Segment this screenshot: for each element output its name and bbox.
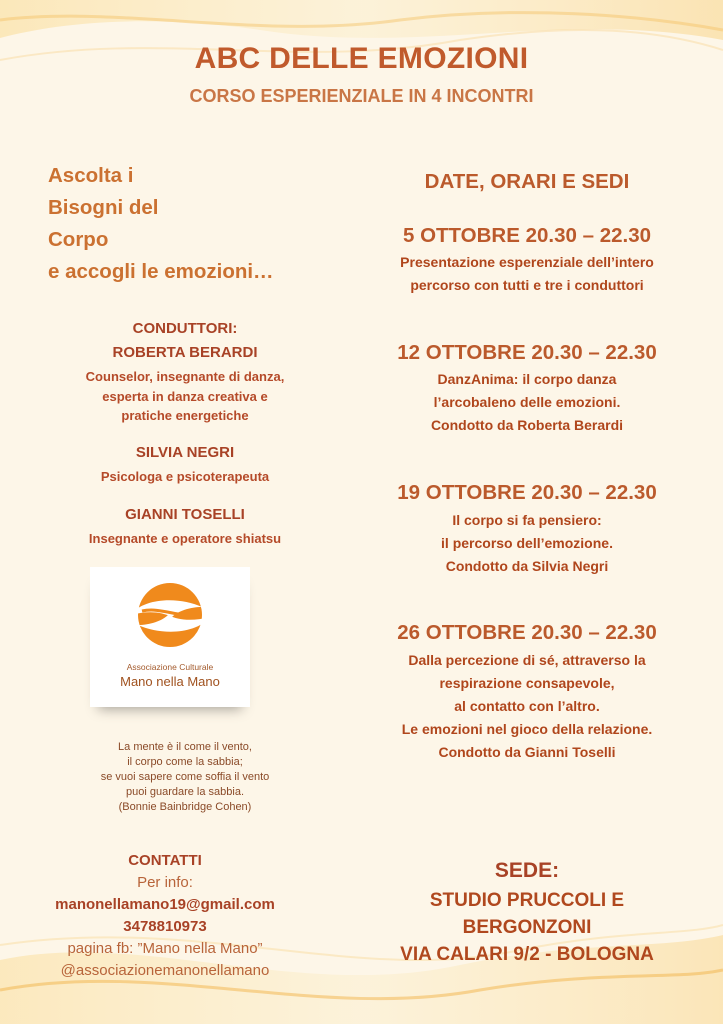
logo-association-label: Associazione Culturale [126, 662, 214, 672]
session-desc-line: Condotto da Roberta Berardi [430, 417, 624, 433]
conductor-name: SILVIA NEGRI [135, 444, 235, 461]
conductor-desc-line: Insegnante e operatore shiatsu [88, 531, 282, 546]
conductor-desc-line: Counselor, insegnante di danza, [85, 369, 285, 384]
association-logo [90, 567, 250, 707]
conductor-description [40, 529, 330, 549]
session-desc-line: il percorso dell’emozione. [441, 535, 613, 551]
conductors-heading: CONDUTTORI: [132, 320, 238, 337]
quote-line: se vuoi sapere come soffia il vento [100, 771, 270, 783]
session-desc-line: Dalla percezione di sé, attraverso la [408, 652, 646, 668]
venue-line: BERGONZONI [462, 917, 592, 938]
contacts-block [30, 850, 300, 982]
session-desc-line: Le emozioni nel gioco della relazione. [401, 721, 653, 737]
quote-author: (Bonnie Bainbridge Cohen) [118, 801, 252, 813]
session-date: 12 OTTOBRE 20.30 – 22.30 [397, 341, 657, 364]
session-desc-line: respirazione consapevole, [439, 675, 615, 691]
logo-name: Mano nella Mano [120, 674, 220, 689]
contact-email-link[interactable]: manonellamano19@gmail.com [55, 896, 275, 913]
session-desc-line: percorso con tutti e tre i conduttori [410, 277, 644, 293]
conductor-name: ROBERTA BERARDI [112, 344, 258, 361]
venue-address: VIA CALARI 9/2 - BOLOGNA [400, 944, 654, 965]
page-title: ABC DELLE EMOZIONI [194, 42, 529, 75]
session-desc-line: Condotto da Gianni Toselli [438, 744, 616, 760]
intro-line: e accogli le emozioni… [48, 260, 274, 283]
quote-line: puoi guardare la sabbia. [125, 786, 245, 798]
conductor-name: GIANNI TOSELLI [125, 506, 245, 523]
page-subtitle: CORSO ESPERIENZIALE IN 4 INCONTRI [189, 86, 534, 106]
intro-line: Ascolta i [48, 164, 134, 187]
session-desc-line: Presentazione esperenziale dell’intero [400, 254, 654, 270]
intro-line: Bisogni del [48, 196, 159, 219]
contact-facebook-page[interactable]: pagina fb: ”Mano nella Mano” [67, 940, 263, 957]
session-desc-line: al contatto con l’altro. [454, 698, 600, 714]
contacts-heading: CONTATTI [128, 852, 202, 869]
intro-text [48, 160, 274, 288]
session-description [362, 368, 692, 437]
quote [60, 740, 310, 815]
venue-heading: SEDE: [494, 859, 560, 882]
schedule-heading: DATE, ORARI E SEDI [424, 170, 630, 193]
venue-line: STUDIO PRUCCOLI E [429, 890, 625, 911]
session-desc-line: DanzAnima: il corpo danza [437, 371, 617, 387]
conductor-desc-line: pratiche energetiche [121, 408, 249, 423]
contact-phone[interactable]: 3478810973 [123, 918, 207, 935]
intro-line: Corpo [48, 228, 109, 251]
session-description [362, 509, 692, 578]
session-description [362, 251, 692, 297]
contacts-info-label: Per info: [137, 874, 193, 891]
quote-line: La mente è il come il vento, [118, 741, 252, 753]
quote-line: il corpo come la sabbia; [127, 756, 243, 768]
session-date: 19 OTTOBRE 20.30 – 22.30 [397, 481, 657, 504]
hands-logo-icon [90, 567, 250, 662]
session-date: 26 OTTOBRE 20.30 – 22.30 [397, 621, 657, 644]
conductor-desc-line: Psicologa e psicoterapeuta [100, 469, 270, 484]
session-desc-line: Condotto da Silvia Negri [445, 558, 609, 574]
session-description [362, 649, 692, 764]
contact-handle[interactable]: @associazionemanonellamano [60, 962, 270, 979]
conductor-description [40, 367, 330, 426]
session-desc-line: Il corpo si fa pensiero: [452, 512, 602, 528]
conductor-desc-line: esperta in danza creativa e [102, 388, 268, 404]
venue-block [362, 855, 692, 968]
session-desc-line: l’arcobaleno delle emozioni. [433, 394, 621, 410]
session-date: 5 OTTOBRE 20.30 – 22.30 [402, 224, 652, 247]
conductor-description [40, 467, 330, 487]
